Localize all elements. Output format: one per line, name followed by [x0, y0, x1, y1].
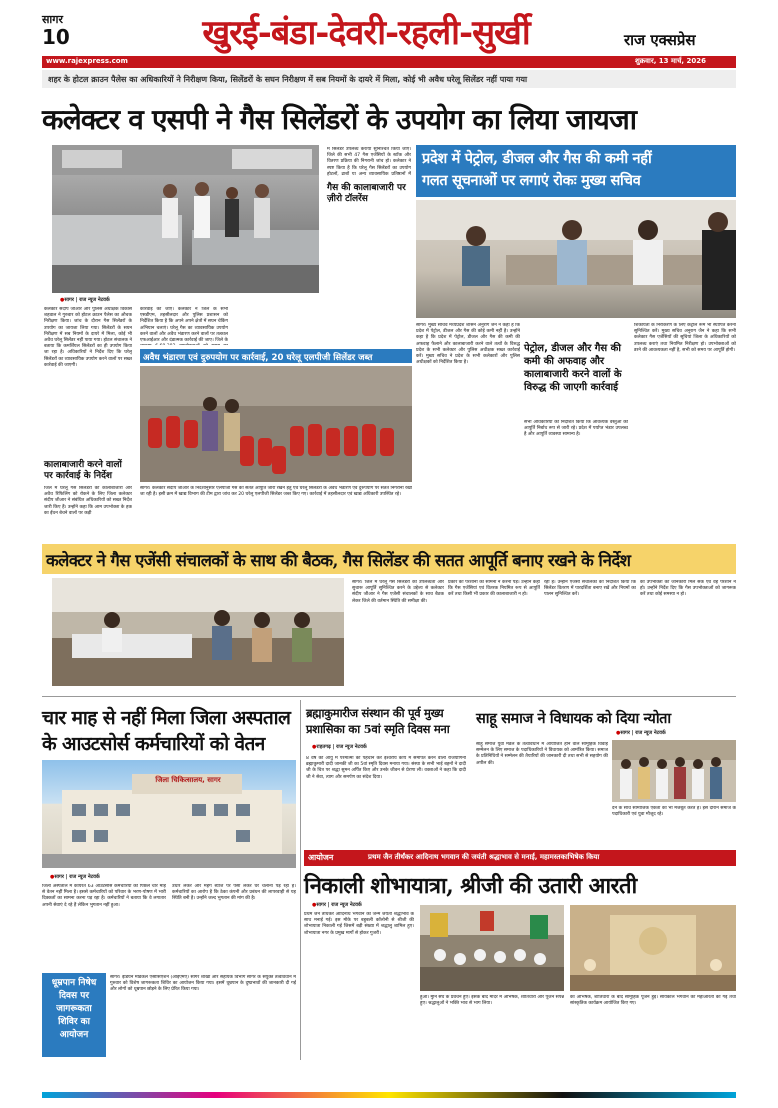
story8-kicker-bar [304, 850, 736, 866]
story4-body4: की उपभोक्ता को जानकारी मिल सके एवं वह परेशान न हो। उन्होंने निर्देश दिए कि गैस उपभोक्ताओं को जागरूक करें तथा कोई समस्या न हो। [640, 580, 736, 598]
story4-body3: रही है। उन्होंने एजेंसी संचालकों को निर्देशित किया कि सिलेंडर वितरण में पारदर्शिता बनाए रखें और नियमों का पालन सुनिश्चित करें। [544, 580, 636, 598]
story5-body2: उधार लेकर और महंगे ब्याज पर पैसा लेकर घर चलाना पड़ रहा है। कर्मचारियों का आरोप है कि ठेका कंपनी और प्रबंधन की लापरवाही से यह स्थिति बनी है। उन्होंने जल्द भुगतान की मांग की है। [172, 884, 296, 902]
story1-body: कलेक्टर संदीप जीआर और पुलिस अधीक्षक विकास शहवाल ने गुरुवार को होटल क्राउन पैलेस का औचक निरीक्षण किया। जांच के दौरान गैस सिलेंडरों के उपयोग का जायजा लिया गया। सिलेंडरों के सघन निरीक्षण में सब नियमों के दायरे में मिला, कोई भी अवैध घरेलू सिलेंडर नहीं पाया गया। होटल संचालक ने बताया कि कमर्शियल सिलेंडरों का ही उपयोग किया जा रहा है। अधिकारियों ने निर्देश दिए कि घरेलू सिलेंडरों का व्यावसायिक उपयोग करने वालों पर सख्त कार्रवाई की जाएगी। [44, 307, 132, 368]
story2-body2: सभी अधिकारियों को निर्देशित किया कि आवश्यक वस्तुओं की आपूर्ति निर्बाध रूप से जारी रहे। प्रदेश में पर्याप्त भंडार उपलब्ध है और आपूर्ति व्यवस्था सामान्य है। [524, 420, 628, 438]
story1-col2: कार्रवाई की जाए। कलेक्टर ने जिले के सभी एसडीएम, तहसीलदार और पुलिस प्रशासन को निर्देशित किया है कि अपने अपने क्षेत्रों में सघन चेकिंग अभियान चलाएं। घरेलू गैस का व्यावसायिक उपयोग करने वालों और अवैध भंडारण करने वालों पर तत्काल एफआईआर और दंडात्मक कार्रवाई की जाए। जिले के [140, 307, 228, 344]
story6-body: 8 वर्ष की आयु में परमात्मा को पहचान कर ईश्वरीय कार्य में समर्पित करने वाली राजयोगिनी ब्रह्माकुमारी दादी जानकी जी का 5वां स्मृति दिवस मनाया गया। संस्था के सभी भाई बहनों ने दादी जी के चित्र पर श्रद्धा सुमन अर्पित किए और उनके जीवन से प्रेरणा ली। वक्ताओं ने कहा कि दादी जी ने सेवा, त्याग और समर्पण का संदेश दिया। [306, 756, 466, 780]
story8-label: आयोजन [308, 853, 334, 862]
story5-headline-line2: के आउटसोर्स कर्मचारियों को वेतन [42, 733, 265, 755]
sahu-samaj-photo [612, 740, 736, 802]
story6-credit: ● राहतगढ़ | राज न्यूज नेटवर्क [312, 744, 367, 750]
story4-banner [42, 544, 736, 574]
story6-headline-line2: प्रशासिका का 5वां स्मृति दिवस मना [306, 722, 450, 736]
story8-body2: हुआ। मुनि संघ के प्रवचन हुए। इसके बाद मंदिर में अभिषेक, शांतिधारा और पूजन संपन्न हुए। श्रद्धालुओं ने भक्ति भाव से भाग लिया। [420, 995, 564, 1007]
red-rule [42, 56, 736, 68]
story7-caption: देने के साथ सामाजिक एकता को भी मजबूत करते हैं। इस दौरान समाज के पदाधिकारी एवं युवा मौजूद रहे। [612, 806, 736, 818]
story8-credit: ● सागर | राज न्यूज नेटवर्क [312, 902, 362, 908]
story8-body1: प्रथम जैन तीर्थंकर आदिनाथ भगवान का जन्म जयंती श्रद्धाभाव के साथ मनाई गई। इस मौके पर बहुबली कॉलोनी से श्रीजी की शोभायात्रा निकाली गई जिसमें बड़ी संख्या में श्रद्धालु शामिल हुए। शोभायात्रा नगर के प्रमुख मार्गों से होकर गुजरी। [304, 912, 414, 936]
story8-kicker: प्रथम जैन तीर्थंकर आदिनाथ भगवान की जयंती श्रद्धाभाव से मनाई, महामस्तकाभिषेक किया [368, 853, 600, 861]
story2-body1: सागर। मुख्य सचिव मध्यप्रदेश शासन अनुराग जैन ने कहा है कि प्रदेश में पेट्रोल, डीजल और गैस की कोई कमी नहीं है। उन्होंने कहा है कि प्रदेश में पेट्रोल, डीजल और गैस की कमी की अफवाह फैलाने और कालाबाजारी करने वाले तत्वों के विरुद्ध प्रदेश के सभी कलेक्टर और पुलिस अधीक्षक सख्त कार्रवाई करें। मुख्य सचिव ने प्रदेश के सभी कलेक्टरों और पुलिस अधीक्षकों को निर्देशित किया है। [416, 323, 520, 366]
story2-headline-line1: प्रदेश में पेट्रोल, डीजल और गैस की कमी नहीं [422, 150, 652, 167]
story1-col1b: जिले में घरेलू गैस सिलेंडरों की कालाबाजारी और अवैध रिफिलिंग को रोकने के लिए जिला कलेक्टर संदीप जीआर ने संबंधित अधिकारियों को सख्त निर्देश जारी किए हैं। उन्होंने कहा कि आम उपभोक्ता के हक का ईंधन बेचने वालों पर कड़ी [44, 486, 132, 516]
city-label: सागर [42, 13, 63, 26]
sidebar-body: सागर। इंडियन मेडिकल एसोसिएशन (आईएमए) सागर शाखा और सहायक विभाग सागर के संयुक्त तत्वावधान में गुरुवार को विशेष जागरूकता शिविर का आयोजन किया गया। इसमें धूम्रपान के दुष्प्रभावों की जानकारी दी गई और लोगों को धूम्रपान छोड़ने के लिए प्रेरित किया गया। [110, 975, 296, 993]
story8-body3: का अभिषेक, शांतिधारा के बाद सामूहिक पूजन हुई। सायंकाल भगवान की महाआरती की गई तथा सांस्कृतिक कार्यक्रम आयोजित किए गए। [570, 995, 736, 1007]
story5-headline-line1: चार माह से नहीं मिला जिला अस्पताल [42, 707, 291, 729]
aarti-photo [570, 905, 736, 991]
date: शुक्रवार, 13 मार्च, 2026 [634, 57, 706, 65]
story1-col2b [232, 307, 318, 345]
story2-headline-box [416, 145, 736, 197]
story4-body1: सागर। जिले में घरेलू गैस सिलेंडरों की उपलब्धता और सुचारू आपूर्ति सुनिश्चित करने के उद्देश्य से कलेक्टर संदीप जीआर ने गैस एजेंसी संचालकों के साथ बैठक लेकर जिले की वर्तमान स्थिति की समीक्षा की। [352, 580, 444, 604]
kitchen-inspection-photo [52, 145, 319, 293]
story7-body: साहू समाज युवा मंडल के तत्वावधान में आयोजित होने वाले सामूहिक विवाह सम्मेलन के लिए समाज के पदाधिकारियों ने विधायक को आमंत्रित किया। समाज के प्रतिनिधियों ने सम्मेलन की तैयारियों की जानकारी दी तथा सभी से सहयोग की अपील की। [476, 742, 608, 766]
story3-body: सागर। कलेक्टर संदीप जीआर के निर्देशानुसार एलपीजी गैस की सतत आपूर्ति जारी रखने हेतु एवं घरेलू सिलेंडरों के अवैध भंडारण एवं दुरुपयोग पर सतत निगरानी रखी जा रही है। इसी क्रम में खाद्य विभाग की टीम द्वारा जांच कर 20 घरेलू एलपीजी सिलेंडर जब्त किए गए। कार्रवाई में तहसीलदार एवं खाद्य अधिकारी उपस्थित रहे। [140, 486, 412, 498]
story2-headline-line2: गलत सूचनाओं पर लगाएं रोकः मुख्य सचिव [422, 172, 641, 189]
story1-kicker: शहर के होटल क्राउन पैलेस का अधिकारियों ने निरीक्षण किया, सिलेंडरों के सघन निरीक्षण में सब नियमों के दायरे में मिला, कोई भी अवैध घरेलू सिलेंडर नहीं पाया गया [42, 70, 736, 88]
story1-credit: ● सागर | राज न्यूज नेटवर्क [60, 297, 110, 303]
story1-col3b [327, 208, 411, 340]
story7-headline: साहू समाज ने विधायक को दिया न्योता [476, 710, 671, 727]
story6-headline-line1: ब्रह्माकुमारीज संस्थान की पूर्व मुख्य [306, 706, 444, 720]
agency-meeting-photo [52, 578, 344, 686]
brand-logo: राज एक्सप्रेस [624, 31, 696, 49]
story1-subhead2: कालाबाजारी करने वालों पर कार्रवाई के निर्देश [44, 460, 122, 481]
story2-pullquote: पेट्रोल, डीजल और गैस की कमी की अफवाह और कालाबाजारी करने वालों के विरुद्ध की जाएगी कार्रवाई [524, 343, 622, 393]
story3-headline: अवैध भंडारण एवं दुरुपयोग पर कार्रवाई, 20 घरेलू एलपीजी सिलेंडर जब्त [140, 349, 412, 363]
smoking-sidebar [42, 973, 106, 1057]
story1-subhead1: गैस की कालाबाजारी पर ज़ीरो टॉलरेंस [327, 183, 406, 204]
masthead [0, 0, 778, 65]
story4-body2: प्रकार की परेशानी का सामना न करना पड़े। उन्होंने कहा कि गैस एजेंसियां एवं वितरक नियमित रूप से आपूर्ति करें तथा किसी भी प्रकार की कालाबाजारी न हो। [448, 580, 540, 598]
story5-body1: जिला अस्पताल में कार्यरत 63 आउटसोर्स कर्मचारियों को पिछले चार माह से वेतन नहीं मिला है। इससे कर्मचारियों को परिवार के भरण-पोषण में भारी दिक्कतों का सामना करना पड़ रहा है। कर्मचारियों ने बताया कि वे लगातार अपनी सेवाएं दे रहे हैं लेकिन भुगतान नहीं हुआ। [42, 884, 166, 908]
meeting-photo [416, 200, 736, 318]
hospital-sign: जिला चिकित्सालय, सागर [155, 776, 221, 784]
procession-photo [420, 905, 564, 991]
story8-headline: निकाली शोभायात्रा, श्रीजी की उतारी आरती [304, 873, 637, 899]
hospital-photo [42, 760, 296, 868]
story1-col3: में सिलेंडर उपलब्ध कराया सुनिश्चित किया जाए। जिले की सभी 47 गैस एजेंसियों के स्टॉक और वितरण प्रक्रिया की निगरानी जांच हो। कलेक्टर ने स्पष्ट किया है कि घरेलू गैस सिलेंडरों का उपयोग होटलों, ढाबों या अन्य व्यावसायिक प्रतिष्ठानों में [327, 147, 411, 177]
page-number: 10 [42, 25, 70, 49]
cylinders-photo [140, 366, 412, 482]
section-title: खुरई-बंडा-देवरी-रहली-सुर्खी [202, 13, 530, 53]
story1-headline: कलेक्टर व एसपी ने गैस सिलेंडरों के उपयोग का लिया जायजा [42, 103, 637, 136]
divider [42, 696, 736, 697]
color-registration-strip [42, 1092, 736, 1098]
story7-credit: ● सागर | राज न्यूज नेटवर्क [616, 730, 666, 736]
story5-credit: ● सागर | राज न्यूज नेटवर्क [50, 874, 100, 880]
website[interactable]: www.rajexpress.com [46, 57, 128, 65]
sidebar-title: धूम्रपान निषेध दिवस पर जागरूकता शिविर का आयोजन [51, 978, 97, 1040]
story4-headline: कलेक्टर ने गैस एजेंसी संचालकों के साथ की बैठक, गैस सिलेंडर की सतत आपूर्ति बनाए रखने के निर्देश [46, 551, 631, 570]
divider [300, 700, 301, 1060]
story2-body3: शिकायतों के निराकरण के लिए कंट्रोल रूम भी स्थापित करना सुनिश्चित करें। मुख्य सचिव अनुराग जैन ने कहा कि सभी कलेक्टर गैस एजेंसियों की सूचियां जिला के अधिकारियों को उपलब्ध कराएं तथा नियमित निरीक्षण हो। उपभोक्ताओं को डरने की आवश्यकता नहीं है, सभी को समय पर आपूर्ति होगी। [634, 323, 736, 353]
